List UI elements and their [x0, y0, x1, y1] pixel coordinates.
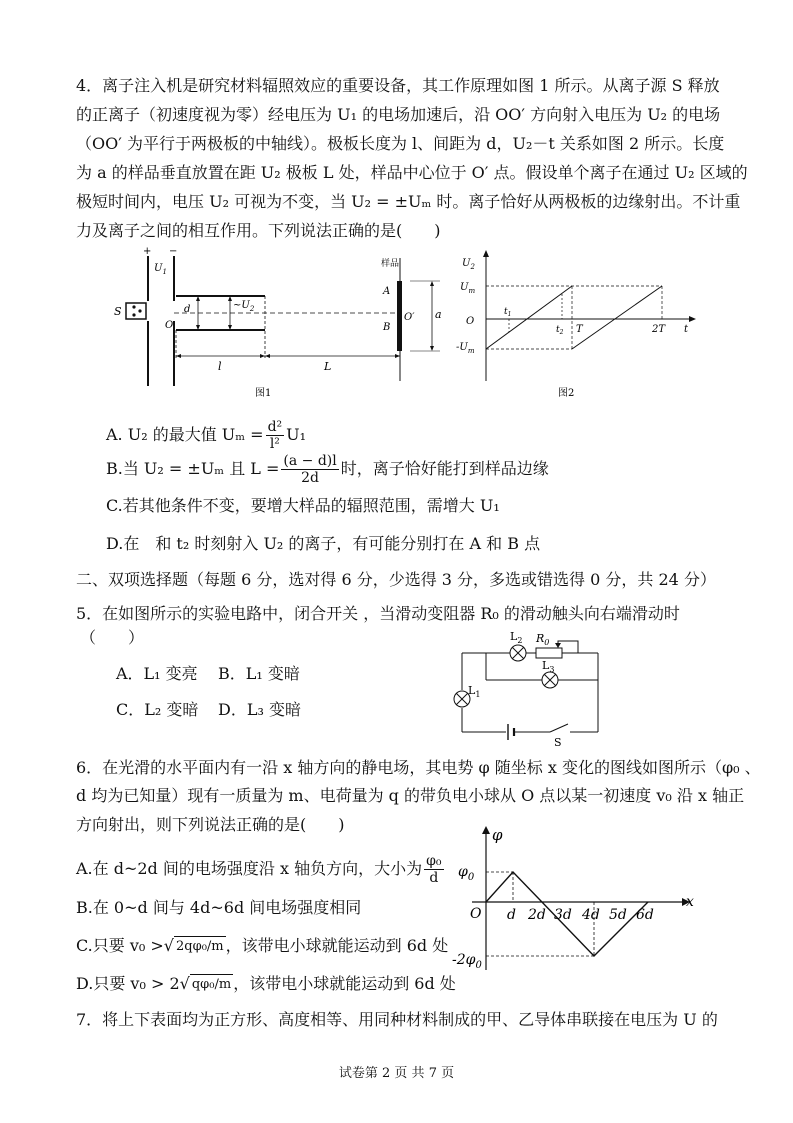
- u2-label: $\sim U_2$: [233, 300, 255, 313]
- switch-s: [550, 724, 568, 732]
- origin-label: O: [466, 316, 475, 327]
- t1-label: $t_1$: [504, 307, 512, 318]
- section-2-heading: 二、双项选择题（每题 6 分，选对得 6 分，少选得 3 分，多选或错选得 0 分，共 24 分）: [76, 570, 716, 589]
- d-label: d: [184, 304, 191, 315]
- tick-d: d: [507, 907, 516, 923]
- q5-option-d: D．L₃ 变暗: [218, 700, 301, 719]
- o-prime-label: O′: [404, 312, 415, 323]
- q4-line-6: 力及离子之间的相互作用。下列说法正确的是( ): [76, 221, 441, 240]
- q4-line-1: 4．离子注入机是研究材料辐照效应的重要设备，其工作原理如图 1 所示。从离子源 S 释放: [76, 76, 720, 95]
- two-t-label: 2T: [652, 324, 666, 335]
- q6-line-3: 方向射出，则下列说法正确的是( ): [76, 815, 345, 834]
- figure-1-caption: 图1: [255, 388, 272, 399]
- q5-line-2: （ ）: [80, 628, 145, 647]
- q6-option-b: B.在 0~d 间与 4d~6d 间电场强度相同: [76, 898, 362, 917]
- switch-s-label: S: [554, 736, 562, 746]
- q6-option-c: C.只要 v₀ >√ 2qφ₀/m ，该带电小球就能运动到 6d 处: [76, 936, 449, 955]
- tick-4d: 4d: [582, 907, 600, 923]
- a-label: a: [435, 308, 442, 321]
- q6-option-d: D.只要 v₀ > 2√ qφ₀/m ，该带电小球就能运动到 6d 处: [76, 974, 456, 993]
- phi0-label: $\varphi_0$: [458, 864, 475, 883]
- tick-3d: 3d: [554, 907, 572, 923]
- l-label: l: [218, 360, 222, 373]
- l3-label: $L_3$: [542, 659, 555, 674]
- ion-source: [126, 303, 146, 319]
- r0-label: $R_0$: [536, 632, 550, 647]
- tick-6d: 6d: [636, 907, 654, 923]
- q5-option-a: A．L₁ 变亮: [116, 664, 198, 683]
- figure-2-u2-t-graph: [452, 246, 702, 406]
- plus-label: +: [143, 246, 152, 257]
- q4-line-3: （OO′ 为平行于两极板的中轴线）。极板长度为 l、间距为 d，U₂－t 关系如图 2 所示。长度: [76, 134, 725, 153]
- um-label: $U_m$: [460, 282, 476, 295]
- point-a-label: A: [383, 286, 391, 297]
- tick-2d: 2d: [528, 907, 546, 923]
- sample-label: 样品: [381, 259, 400, 269]
- l1-label: $L_1$: [468, 684, 481, 699]
- q7-line-1: 7．将上下表面均为正方形、高度相等、用同种材料制成的甲、乙导体串联接在电压为 U 的: [76, 1010, 718, 1029]
- u1-label: $U_1$: [154, 263, 167, 276]
- q4-option-a: A. U₂ 的最大值 Uₘ = $\frac{\text{d²}}{\text{l²}}$ U₁: [106, 419, 307, 452]
- l2-label: $L_2$: [510, 630, 523, 645]
- q5-circuit-diagram: [438, 628, 608, 746]
- neg-um-label: $-U_m$: [456, 342, 475, 355]
- q5-option-b: B．L₁ 变暗: [218, 664, 300, 683]
- q4-line-2: 的正离子（初速度视为零）经电压为 U₁ 的电场加速后，沿 OO′ 方向射入电压为 U₂ 的电场: [76, 105, 721, 124]
- point-b-label: B: [383, 322, 391, 333]
- figure-2-caption: 图2: [558, 388, 575, 399]
- axis-x-label: x: [686, 894, 694, 910]
- big-l-label: L: [324, 360, 332, 373]
- source-s-label: S: [114, 305, 122, 318]
- q4-line-4: 为 a 的样品垂直放置在距 U₂ 极板 L 处，样品中心位于 O′ 点。假设单个离子在通过 U₂ 区域的: [76, 163, 748, 182]
- origin-o-label: O: [165, 320, 174, 331]
- q6-option-a: A.在 d~2d 间的电场强度沿 x 轴负方向，大小为 $\frac{\text{φ₀}}{d}$: [76, 853, 442, 886]
- tick-5d: 5d: [609, 907, 627, 923]
- q5-option-c: C．L₂ 变暗: [116, 700, 199, 719]
- axis-u2-label: $U_2$: [462, 258, 475, 271]
- figure-1-ion-implanter: [110, 246, 450, 406]
- rheostat-r0: [536, 648, 562, 658]
- q4-option-c: C.若其他条件不变，要增大样品的辐照范围，需增大 U₁: [106, 496, 500, 515]
- q4-line-5: 极短时间内，电压 U₂ 可视为不变，当 U₂ = ±Uₘ 时。离子恰好从两极板的边缘射出。不计重: [76, 192, 741, 211]
- axis-phi-label: φ: [492, 826, 503, 844]
- origin-label: O: [470, 906, 482, 922]
- period-t-label: T: [576, 324, 583, 335]
- q6-line-1: 6．在光滑的水平面内有一沿 x 轴方向的静电场，其电势 φ 随坐标 x 变化的图线如图所示（φ₀ 、: [76, 758, 761, 777]
- axis-t-label: t: [684, 324, 689, 335]
- minus-label: −: [169, 246, 178, 257]
- q4-option-b: B.当 U₂ = ±Uₘ 且 L = $\frac{(a - d)l}{2d}$ 时，离子恰好能打到样品边缘: [106, 453, 549, 486]
- page-footer: 试卷第 2 页 共 7 页: [338, 1066, 455, 1081]
- q6-line-2: d 均为已知量）现有一质量为 m、电荷量为 q 的带负电小球从 O 点以某一初速度 v₀ 沿 x 轴正: [76, 786, 745, 805]
- q6-potential-graph: [452, 820, 702, 980]
- neg-2phi0-label: $-2\varphi_0$: [452, 952, 482, 971]
- q4-option-d: D.在 和 t₂ 时刻射入 U₂ 的离子，有可能分别打在 A 和 B 点: [106, 534, 541, 553]
- sample-plate: [397, 281, 402, 351]
- q5-line-1: 5．在如图所示的实验电路中，闭合开关 ，当滑动变阻器 R₀ 的滑动触头向右端滑动时: [76, 604, 680, 623]
- t2-label: $t_2$: [556, 325, 564, 336]
